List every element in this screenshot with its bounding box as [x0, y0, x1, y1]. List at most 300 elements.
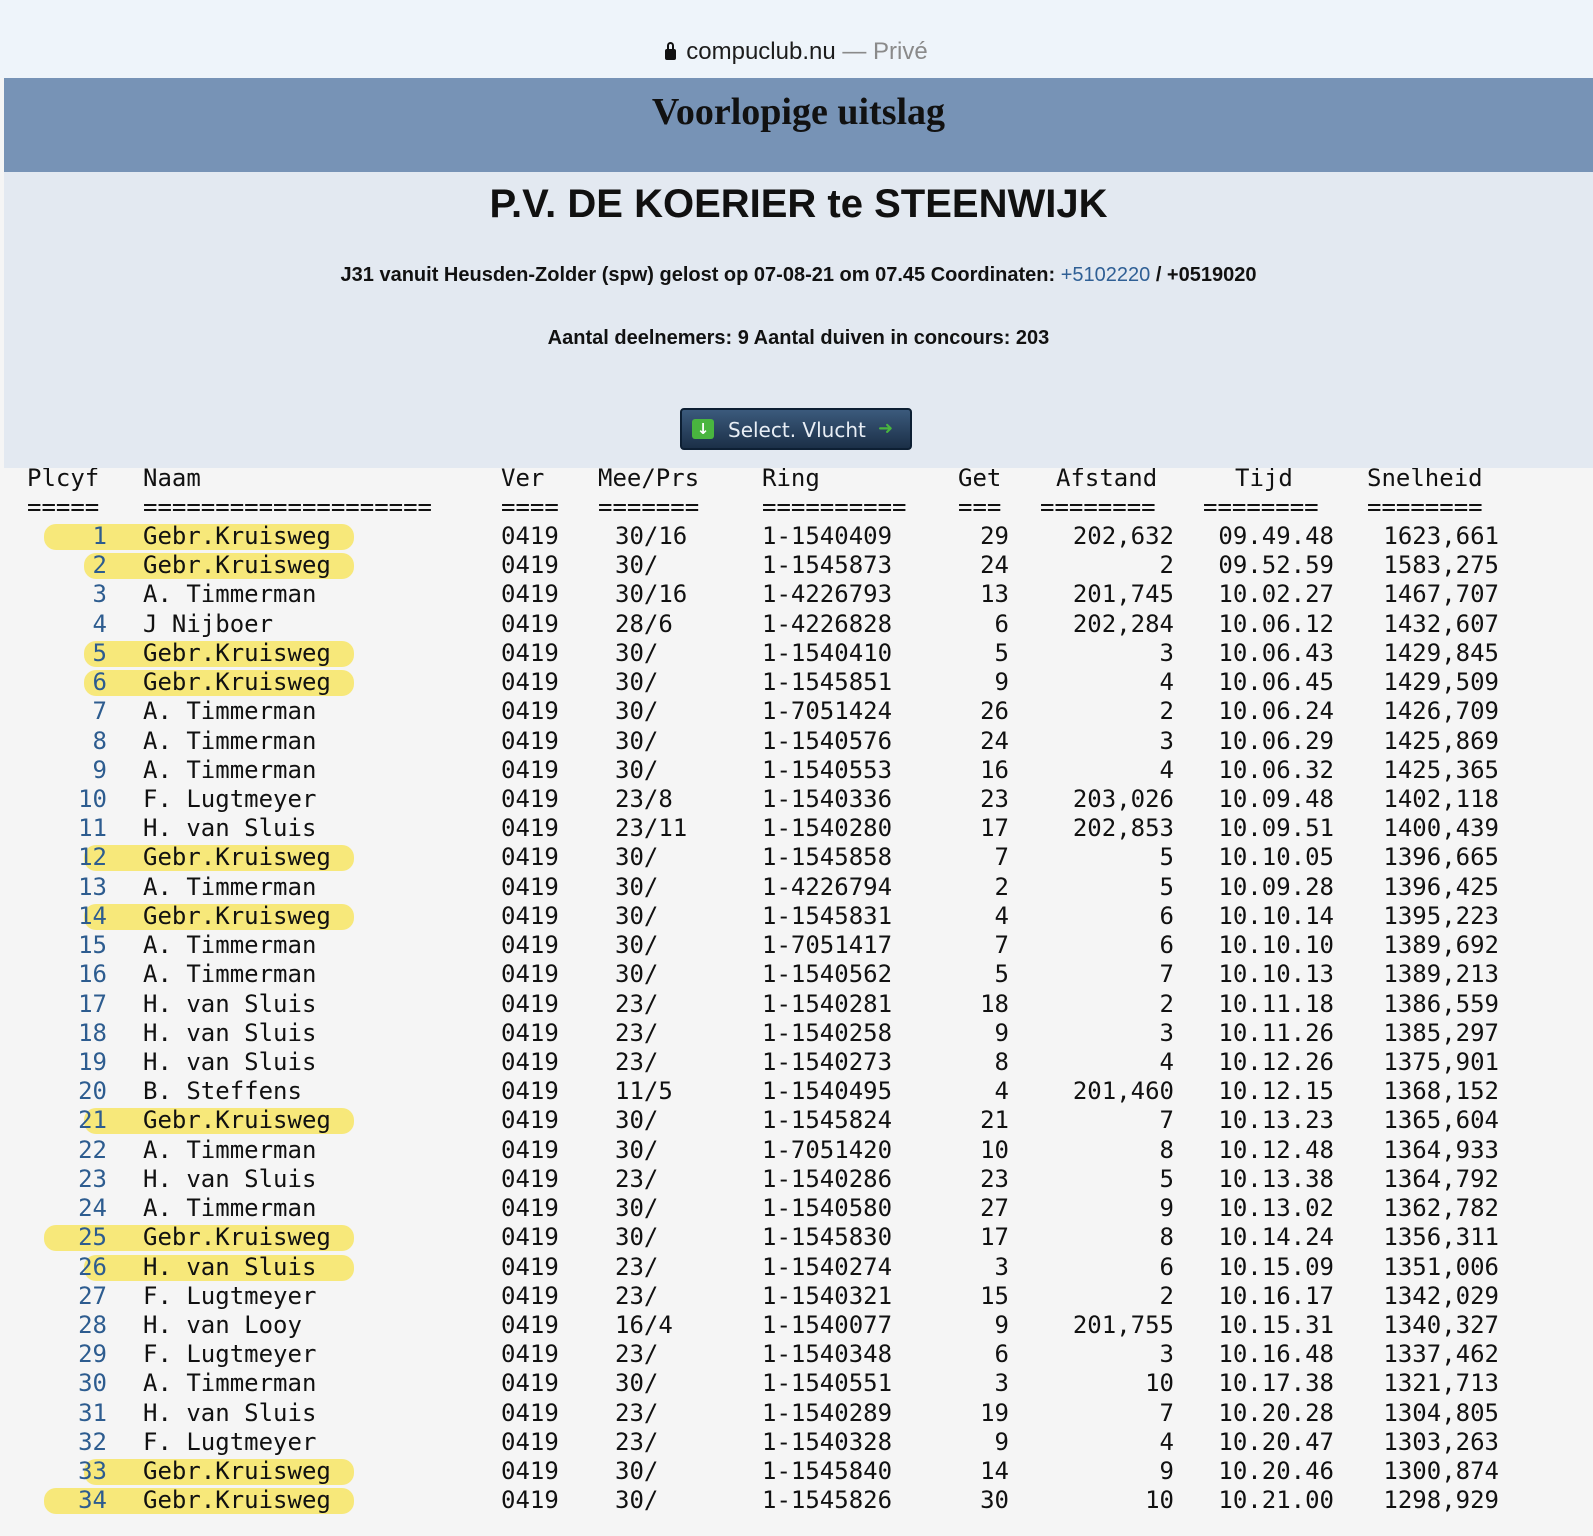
cell-get: 3 [994, 1252, 1009, 1281]
cell-plcyf[interactable]: 29 [78, 1340, 107, 1369]
cell-get: 4 [994, 1077, 1009, 1106]
cell-ver: 0419 [501, 843, 559, 872]
table-row [4, 902, 1593, 931]
cell-tijd: 10.21.00 [1218, 1486, 1334, 1515]
cell-tijd: 10.11.18 [1218, 989, 1334, 1018]
cell-get: 8 [994, 1047, 1009, 1076]
cell-ring: 1-1545830 [762, 1223, 893, 1252]
cell-mee-prs: 30/ [615, 1106, 659, 1135]
page-title-bar [4, 78, 1593, 173]
cell-naam: J Nijboer [143, 609, 274, 638]
cell-afstand: 7 [1159, 960, 1174, 989]
cell-get: 17 [980, 1223, 1009, 1252]
cell-naam: Gebr.Kruisweg [143, 843, 331, 872]
cell-plcyf[interactable]: 13 [78, 872, 107, 901]
cell-mee-prs: 30/ [615, 960, 659, 989]
url-display[interactable] [0, 38, 1593, 66]
arrow-right-icon: ➜ [878, 418, 894, 439]
cell-plcyf[interactable]: 27 [78, 1281, 107, 1310]
select-flight-label: Select. Vlucht [728, 418, 866, 442]
separator-mee-prs: ======= [598, 493, 700, 521]
separator-get: === [958, 493, 1002, 521]
cell-ver: 0419 [501, 1427, 559, 1456]
separator-snelheid: ======== [1367, 493, 1483, 521]
cell-get: 4 [994, 901, 1009, 930]
table-row [4, 1223, 1593, 1252]
cell-tijd: 10.09.28 [1218, 872, 1334, 901]
cell-ring: 1-1540410 [762, 638, 893, 667]
cell-snelheid: 1386,559 [1383, 989, 1499, 1018]
cell-ver: 0419 [501, 1223, 559, 1252]
table-row [4, 990, 1593, 1019]
cell-plcyf[interactable]: 30 [78, 1369, 107, 1398]
cell-ver: 0419 [501, 901, 559, 930]
cell-mee-prs: 30/ [615, 1369, 659, 1398]
cell-mee-prs: 30/ [615, 755, 659, 784]
cell-naam: A. Timmerman [143, 1135, 317, 1164]
cell-naam: Gebr.Kruisweg [143, 1223, 331, 1252]
cell-snelheid: 1365,604 [1383, 1106, 1499, 1135]
cell-ring: 1-1545824 [762, 1106, 893, 1135]
cell-tijd: 10.14.24 [1218, 1223, 1334, 1252]
cell-tijd: 09.49.48 [1218, 522, 1334, 550]
table-row [4, 1194, 1593, 1223]
cell-snelheid: 1425,869 [1383, 726, 1499, 755]
table-row [4, 1048, 1593, 1077]
cell-ver: 0419 [501, 1135, 559, 1164]
cell-tijd: 10.09.51 [1218, 814, 1334, 843]
cell-tijd: 10.20.46 [1218, 1457, 1334, 1486]
header-ver: Ver [501, 468, 545, 492]
table-row [4, 668, 1593, 697]
cell-afstand: 2 [1159, 551, 1174, 580]
cell-afstand: 2 [1159, 1281, 1174, 1310]
cell-ver: 0419 [501, 1310, 559, 1339]
cell-mee-prs: 30/ [615, 872, 659, 901]
cell-afstand: 5 [1159, 1164, 1174, 1193]
cell-plcyf[interactable]: 5 [92, 638, 107, 667]
cell-afstand: 202,632 [1072, 522, 1174, 550]
cell-naam: B. Steffens [143, 1077, 302, 1106]
cell-snelheid: 1396,425 [1383, 872, 1499, 901]
table-row [4, 756, 1593, 785]
cell-get: 30 [980, 1486, 1009, 1515]
cell-afstand: 3 [1159, 638, 1174, 667]
cell-mee-prs: 23/ [615, 1427, 659, 1456]
cell-tijd: 10.10.05 [1218, 843, 1334, 872]
cell-ring: 1-1540273 [762, 1047, 893, 1076]
cell-mee-prs: 23/ [615, 1047, 659, 1076]
cell-ver: 0419 [501, 1281, 559, 1310]
cell-ring: 1-1545873 [762, 551, 893, 580]
cell-ver: 0419 [501, 1252, 559, 1281]
cell-ver: 0419 [501, 784, 559, 813]
cell-naam: Gebr.Kruisweg [143, 551, 331, 580]
cell-ring: 1-1540409 [762, 522, 893, 550]
cell-plcyf[interactable]: 14 [78, 901, 107, 930]
cell-snelheid: 1375,901 [1383, 1047, 1499, 1076]
cell-snelheid: 1362,782 [1383, 1194, 1499, 1223]
cell-ring: 1-1545858 [762, 843, 893, 872]
cell-mee-prs: 30/16 [615, 580, 688, 609]
cell-snelheid: 1304,805 [1383, 1398, 1499, 1427]
cell-ring: 1-7051420 [762, 1135, 893, 1164]
cell-get: 18 [980, 989, 1009, 1018]
cell-mee-prs: 30/ [615, 901, 659, 930]
cell-ring: 1-1545851 [762, 668, 893, 697]
cell-afstand: 7 [1159, 1106, 1174, 1135]
table-row [4, 785, 1593, 814]
cell-naam: A. Timmerman [143, 872, 317, 901]
table-row [4, 931, 1593, 960]
cell-plcyf[interactable]: 25 [78, 1223, 107, 1252]
cell-afstand: 4 [1159, 1427, 1174, 1456]
cell-ver: 0419 [501, 872, 559, 901]
cell-snelheid: 1623,661 [1383, 522, 1499, 550]
cell-mee-prs: 23/ [615, 1281, 659, 1310]
cell-snelheid: 1429,845 [1383, 638, 1499, 667]
url-domain: compuclub.nu [686, 38, 836, 65]
cell-tijd: 10.13.02 [1218, 1194, 1334, 1223]
cell-mee-prs: 30/ [615, 726, 659, 755]
cell-afstand: 6 [1159, 931, 1174, 960]
cell-plcyf[interactable]: 31 [78, 1398, 107, 1427]
cell-ring: 1-1545826 [762, 1486, 893, 1515]
cell-naam: Gebr.Kruisweg [143, 901, 331, 930]
cell-plcyf[interactable]: 20 [78, 1077, 107, 1106]
cell-snelheid: 1351,006 [1383, 1252, 1499, 1281]
cell-naam: H. van Sluis [143, 1047, 317, 1076]
header-get: Get [958, 468, 1002, 492]
cell-snelheid: 1342,029 [1383, 1281, 1499, 1310]
cell-ring: 1-1540258 [762, 1018, 893, 1047]
cell-ring: 1-1540553 [762, 755, 893, 784]
cell-ring: 1-1540328 [762, 1427, 893, 1456]
coordinates-link[interactable]: +5102220 [1060, 264, 1151, 286]
cell-ring: 1-1540077 [762, 1310, 893, 1339]
club-name: P.V. DE KOERIER te STEENWIJK [489, 182, 1108, 226]
cell-ver: 0419 [501, 1018, 559, 1047]
cell-ring: 1-7051417 [762, 931, 893, 960]
cell-naam: A. Timmerman [143, 1369, 317, 1398]
cell-mee-prs: 23/ [615, 1398, 659, 1427]
cell-ring: 1-1540286 [762, 1164, 893, 1193]
cell-tijd: 10.15.31 [1218, 1310, 1334, 1339]
private-mode-label: Privé [873, 38, 928, 65]
cell-afstand: 203,026 [1072, 784, 1174, 813]
cell-afstand: 9 [1159, 1457, 1174, 1486]
cell-naam: H. van Sluis [143, 1252, 317, 1281]
cell-ring: 1-1545840 [762, 1457, 893, 1486]
cell-tijd: 10.15.09 [1218, 1252, 1334, 1281]
cell-ring: 1-1540580 [762, 1194, 893, 1223]
cell-afstand: 3 [1159, 726, 1174, 755]
cell-afstand: 5 [1159, 843, 1174, 872]
cell-ring: 1-1545831 [762, 901, 893, 930]
cell-plcyf[interactable]: 11 [78, 814, 107, 843]
table-row [4, 1428, 1593, 1457]
cell-naam: H. van Looy [143, 1310, 302, 1339]
cell-plcyf[interactable]: 18 [78, 1018, 107, 1047]
cell-get: 26 [980, 697, 1009, 726]
browser-url-bar[interactable] [0, 0, 1593, 78]
separator-afstand: ======== [1040, 493, 1156, 521]
cell-ring: 1-1540274 [762, 1252, 893, 1281]
cell-naam: A. Timmerman [143, 697, 317, 726]
cell-plcyf[interactable]: 26 [78, 1252, 107, 1281]
cell-tijd: 10.06.32 [1218, 755, 1334, 784]
cell-plcyf[interactable]: 12 [78, 843, 107, 872]
lock-icon [665, 49, 676, 60]
cell-snelheid: 1321,713 [1383, 1369, 1499, 1398]
cell-tijd: 10.16.48 [1218, 1340, 1334, 1369]
cell-afstand: 201,460 [1072, 1077, 1174, 1106]
cell-tijd: 10.06.12 [1218, 609, 1334, 638]
cell-tijd: 10.06.45 [1218, 668, 1334, 697]
cell-tijd: 10.10.13 [1218, 960, 1334, 989]
cell-afstand: 8 [1159, 1223, 1174, 1252]
cell-afstand: 4 [1159, 1047, 1174, 1076]
page-title: Voorlopige uitslag [651, 91, 946, 133]
cell-snelheid: 1389,213 [1383, 960, 1499, 989]
cell-tijd: 10.17.38 [1218, 1369, 1334, 1398]
table-row [4, 1282, 1593, 1311]
cell-tijd: 10.12.26 [1218, 1047, 1334, 1076]
select-bar [4, 394, 1593, 469]
cell-plcyf[interactable]: 9 [92, 755, 107, 784]
table-row [4, 960, 1593, 989]
cell-plcyf[interactable]: 16 [78, 960, 107, 989]
cell-afstand: 3 [1159, 1340, 1174, 1369]
cell-plcyf[interactable]: 19 [78, 1047, 107, 1076]
cell-naam: Gebr.Kruisweg [143, 522, 331, 550]
cell-afstand: 202,853 [1072, 814, 1174, 843]
cell-snelheid: 1389,692 [1383, 931, 1499, 960]
cell-plcyf[interactable]: 7 [92, 697, 107, 726]
header-naam: Naam [143, 468, 201, 492]
separator-plcyf: ===== [27, 493, 100, 521]
cell-ring: 1-1540551 [762, 1369, 893, 1398]
cell-get: 6 [994, 1340, 1009, 1369]
cell-ring: 1-1540562 [762, 960, 893, 989]
url-separator: — [835, 38, 874, 65]
cell-get: 10 [980, 1135, 1009, 1164]
cell-ring: 1-1540321 [762, 1281, 893, 1310]
cell-ring: 1-1540576 [762, 726, 893, 755]
header-tijd: Tijd [1235, 468, 1293, 492]
cell-plcyf[interactable]: 22 [78, 1135, 107, 1164]
cell-mee-prs: 30/ [615, 843, 659, 872]
cell-ring: 1-1540336 [762, 784, 893, 813]
cell-snelheid: 1467,707 [1383, 580, 1499, 609]
table-row [4, 873, 1593, 902]
cell-mee-prs: 23/ [615, 1018, 659, 1047]
cell-plcyf[interactable]: 3 [92, 580, 107, 609]
cell-mee-prs: 30/ [615, 931, 659, 960]
cell-snelheid: 1385,297 [1383, 1018, 1499, 1047]
cell-ver: 0419 [501, 697, 559, 726]
cell-get: 14 [980, 1457, 1009, 1486]
cell-snelheid: 1402,118 [1383, 784, 1499, 813]
cell-afstand: 4 [1159, 668, 1174, 697]
table-row [4, 1486, 1593, 1515]
cell-naam: F. Lugtmeyer [143, 1281, 317, 1310]
cell-plcyf[interactable]: 10 [78, 784, 107, 813]
table-row [4, 1136, 1593, 1165]
cell-naam: F. Lugtmeyer [143, 784, 317, 813]
cell-plcyf[interactable]: 33 [78, 1457, 107, 1486]
cell-tijd: 10.12.48 [1218, 1135, 1334, 1164]
cell-mee-prs: 23/ [615, 989, 659, 1018]
cell-ver: 0419 [501, 1340, 559, 1369]
cell-afstand: 3 [1159, 1018, 1174, 1047]
cell-ver: 0419 [501, 638, 559, 667]
cell-tijd: 10.10.14 [1218, 901, 1334, 930]
cell-mee-prs: 28/6 [615, 609, 673, 638]
cell-naam: A. Timmerman [143, 1194, 317, 1223]
separator-tijd: ======== [1203, 493, 1319, 521]
cell-tijd: 09.52.59 [1218, 551, 1334, 580]
cell-snelheid: 1426,709 [1383, 697, 1499, 726]
cell-snelheid: 1364,933 [1383, 1135, 1499, 1164]
cell-afstand: 6 [1159, 901, 1174, 930]
cell-ring: 1-7051424 [762, 697, 893, 726]
cell-tijd: 10.20.47 [1218, 1427, 1334, 1456]
cell-naam: Gebr.Kruisweg [143, 1486, 331, 1515]
cell-get: 13 [980, 580, 1009, 609]
cell-get: 6 [994, 609, 1009, 638]
table-row [4, 1369, 1593, 1398]
cell-afstand: 201,755 [1072, 1310, 1174, 1339]
cell-mee-prs: 30/ [615, 551, 659, 580]
cell-afstand: 4 [1159, 755, 1174, 784]
cell-plcyf[interactable]: 15 [78, 931, 107, 960]
cell-plcyf[interactable]: 8 [92, 726, 107, 755]
cell-mee-prs: 23/ [615, 1164, 659, 1193]
table-row [4, 843, 1593, 872]
cell-naam: F. Lugtmeyer [143, 1340, 317, 1369]
cell-mee-prs: 30/ [615, 1223, 659, 1252]
cell-snelheid: 1425,365 [1383, 755, 1499, 784]
cell-get: 23 [980, 1164, 1009, 1193]
cell-ring: 1-4226793 [762, 580, 893, 609]
cell-tijd: 10.10.10 [1218, 931, 1334, 960]
cell-plcyf[interactable]: 1 [92, 522, 107, 550]
table-row [4, 697, 1593, 726]
cell-afstand: 7 [1159, 1398, 1174, 1427]
cell-afstand: 201,745 [1072, 580, 1174, 609]
cell-plcyf[interactable]: 34 [78, 1486, 107, 1515]
cell-naam: A. Timmerman [143, 931, 317, 960]
cell-ring: 1-1540495 [762, 1077, 893, 1106]
cell-get: 9 [994, 1018, 1009, 1047]
select-flight-button[interactable] [680, 408, 912, 450]
cell-get: 3 [994, 1369, 1009, 1398]
cell-plcyf[interactable]: 4 [92, 609, 107, 638]
header-mee-prs: Mee/Prs [598, 468, 700, 492]
table-row [4, 580, 1593, 609]
cell-get: 21 [980, 1106, 1009, 1135]
table-header-row [4, 468, 1593, 493]
header-snelheid: Snelheid [1367, 468, 1483, 492]
separator-ring: ========== [762, 493, 907, 521]
cell-plcyf[interactable]: 2 [92, 551, 107, 580]
header-ring: Ring [762, 468, 820, 492]
cell-ver: 0419 [501, 1486, 559, 1515]
cell-naam: H. van Sluis [143, 1018, 317, 1047]
results-table [4, 468, 1593, 1536]
cell-plcyf[interactable]: 17 [78, 989, 107, 1018]
cell-get: 5 [994, 638, 1009, 667]
cell-plcyf[interactable]: 21 [78, 1106, 107, 1135]
cell-mee-prs: 23/11 [615, 814, 688, 843]
table-row [4, 1311, 1593, 1340]
flight-info [4, 264, 1593, 287]
cell-snelheid: 1300,874 [1383, 1457, 1499, 1486]
cell-tijd: 10.16.17 [1218, 1281, 1334, 1310]
cell-naam: Gebr.Kruisweg [143, 668, 331, 697]
table-row [4, 610, 1593, 639]
cell-afstand: 2 [1159, 697, 1174, 726]
coordinates-rest: / +0519020 [1155, 264, 1257, 286]
cell-ver: 0419 [501, 960, 559, 989]
cell-mee-prs: 23/ [615, 1340, 659, 1369]
cell-plcyf[interactable]: 24 [78, 1194, 107, 1223]
header-afstand: Afstand [1056, 468, 1158, 492]
cell-ver: 0419 [501, 609, 559, 638]
download-icon: ↓ [692, 419, 714, 439]
cell-mee-prs: 30/ [615, 1486, 659, 1515]
cell-tijd: 10.09.48 [1218, 784, 1334, 813]
cell-plcyf[interactable]: 32 [78, 1427, 107, 1456]
flight-description: J31 vanuit Heusden-Zolder (spw) gelost op 07-08-21 om 07.45 Coordinaten: [340, 264, 1056, 286]
cell-snelheid: 1337,462 [1383, 1340, 1499, 1369]
cell-snelheid: 1432,607 [1383, 609, 1499, 638]
cell-plcyf[interactable]: 23 [78, 1164, 107, 1193]
cell-afstand: 202,284 [1072, 609, 1174, 638]
cell-snelheid: 1583,275 [1383, 551, 1499, 580]
cell-naam: Gebr.Kruisweg [143, 638, 331, 667]
cell-naam: H. van Sluis [143, 814, 317, 843]
cell-ver: 0419 [501, 668, 559, 697]
cell-ver: 0419 [501, 726, 559, 755]
cell-snelheid: 1364,792 [1383, 1164, 1499, 1193]
cell-plcyf[interactable]: 28 [78, 1310, 107, 1339]
cell-naam: A. Timmerman [143, 580, 317, 609]
separator-ver: ==== [501, 493, 559, 521]
cell-ver: 0419 [501, 580, 559, 609]
cell-ver: 0419 [501, 1457, 559, 1486]
table-row [4, 1106, 1593, 1135]
cell-snelheid: 1429,509 [1383, 668, 1499, 697]
cell-plcyf[interactable]: 6 [92, 668, 107, 697]
cell-snelheid: 1395,223 [1383, 901, 1499, 930]
cell-snelheid: 1400,439 [1383, 814, 1499, 843]
separator-naam: ==================== [143, 493, 432, 521]
table-row [4, 1399, 1593, 1428]
cell-mee-prs: 30/ [615, 668, 659, 697]
table-row [4, 1457, 1593, 1486]
cell-tijd: 10.13.38 [1218, 1164, 1334, 1193]
cell-ver: 0419 [501, 989, 559, 1018]
race-info-panel [4, 172, 1593, 396]
cell-ver: 0419 [501, 1164, 559, 1193]
table-row [4, 1019, 1593, 1048]
cell-naam: H. van Sluis [143, 1398, 317, 1427]
cell-naam: H. van Sluis [143, 1164, 317, 1193]
cell-mee-prs: 30/ [615, 638, 659, 667]
participant-counts: Aantal deelnemers: 9 Aantal duiven in concours: 203 [547, 327, 1050, 349]
